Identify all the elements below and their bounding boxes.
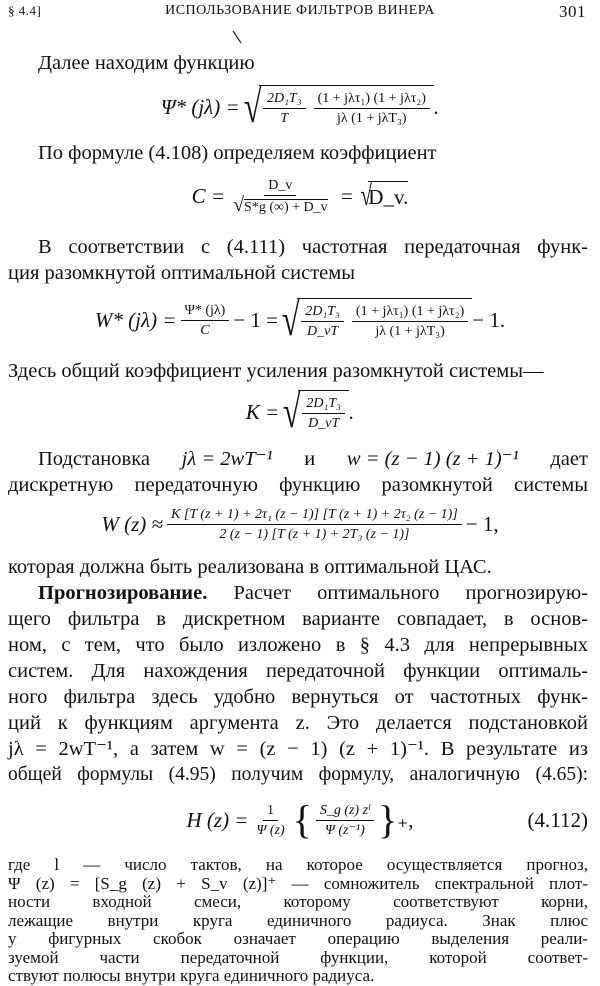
paragraph-line: общей формулы (4.95) получим формулу, аналогичную (4.65):: [8, 764, 588, 785]
paragraph-line: ствуют полюсы внутри круга единичного радиуса.: [8, 967, 375, 985]
formula-k: K = √ $\frac{\text{2D₁T₃}}{D\_vT}$ .: [245, 386, 355, 437]
fraction-denominator: Ψ (z): [256, 822, 285, 838]
formula-h-z: [0, 792, 600, 848]
fraction-numerator: D_v: [264, 177, 296, 196]
fraction-denominator: D_vT: [307, 324, 339, 339]
paragraph-line: ций к функциям аргумента z. Это делается подстановкой: [8, 712, 588, 734]
paragraph-line: [38, 580, 588, 606]
fraction-denominator: 2 (z − 1) [T (z + 1) + 2T₃ (z − 1)]: [219, 526, 410, 542]
paragraph-line: По формуле (4.108) определяем коэффициент: [38, 142, 437, 164]
text-span: Расчет оптимального прогнозирую-: [233, 582, 588, 604]
paragraph-line: щего фильтра в дискретном варианте совпадает, в основ-: [8, 608, 588, 630]
text-span: дает: [550, 448, 588, 470]
formula-w-star: W* (jλ) = $\frac{\Psi* (j\lambda)}{C}$ − 1 = √ $\frac{\text{2D₁T₃}}{D\_vT}$ $\frac{\text{(1 + jλτ₁) (1 + jλτ₂)}}{\text{jλ (1 + jλT₃)}}$ − 1.: [94, 294, 506, 345]
fraction-numerator: (1 + jλτ₁) (1 + jλτ₂): [352, 303, 468, 322]
fraction-numerator: 2D₁T₃: [302, 395, 345, 414]
paragraph-line: В соответствии с (4.111) частотная передаточная функ-: [38, 236, 588, 258]
equation-number: (4.112): [527, 807, 588, 832]
page-number: 301: [559, 2, 586, 21]
fraction-numerator: Ψ* (jλ): [181, 302, 230, 321]
formula-w-z: [0, 502, 600, 546]
fraction-denominator: C: [200, 322, 210, 338]
radical-sign: √: [243, 81, 262, 132]
paragraph-line: лежащие внутри круга единичного радиуса. Знак плюс: [8, 911, 588, 930]
fraction-numerator: 2D₁T₃: [301, 303, 344, 322]
paragraph-line: ном, с тем, что было изложено в § 4.3 для непрерывных: [8, 634, 588, 656]
paragraph-line: Далее находим функцию: [38, 52, 255, 74]
formula-end: .: [433, 94, 440, 119]
running-header: [0, 0, 600, 24]
fraction-denominator: jλ (1 + jλT₃): [336, 111, 407, 126]
paragraph-line: Ψ (z) = [S_g (z) + S_v (z)]⁺ — сомножитель спектральной плот-: [8, 874, 588, 893]
fraction-denominator: Ψ (z⁻¹): [325, 822, 365, 838]
formula-mid: =: [339, 183, 354, 208]
formula-end: − 1,: [465, 511, 499, 536]
radical-body: D_v.: [368, 181, 408, 211]
formula-end: ₊,: [397, 807, 414, 832]
section-ref: § 4.4]: [8, 3, 42, 18]
paragraph-line: где l — число тактов, на которое осуществляется прогноз,: [8, 856, 588, 874]
formula-end: .: [349, 399, 355, 424]
fraction-numerator: K [T (z + 1) + 2τ₁ (z − 1)] [T (z + 1) + 2τ₂ (z − 1)]: [167, 506, 462, 525]
fraction-denominator: jλ (1 + jλT₃): [375, 324, 445, 339]
inline-formula: w = (z − 1) (z + 1)⁻¹: [346, 448, 519, 470]
formula-end: − 1.: [472, 307, 506, 332]
paragraph-line: зуемой части передаточной функции, которой соответ-: [8, 948, 588, 967]
text-span: и: [304, 448, 316, 470]
left-brace: {: [292, 797, 312, 842]
fraction-denominator: √S*g (∞) + D_v: [233, 193, 328, 216]
paragraph-line: jλ = 2wT⁻¹, а затем w = (z − 1) (z + 1)⁻¹. В результате из: [8, 738, 588, 760]
paragraph-line: которая должна быть реализована в оптимальной ЦАС.: [8, 556, 492, 578]
formula-psi: [0, 81, 600, 132]
formula-c: C = $\frac{D\_v}{√S*g (\infty) + D\_v}$ = √ D_v.: [191, 177, 409, 216]
formula-lhs: Ψ* (jλ) =: [160, 94, 240, 119]
fraction-denominator: T: [280, 111, 289, 126]
paragraph-line: дискретную передаточную функцию разомкнутой системы: [8, 474, 588, 496]
paragraph-line: ция разомкнутой оптимальной системы: [8, 262, 355, 284]
paragraph-line: у фигурных скобок означает операцию выделения реали-: [8, 930, 588, 948]
inline-formula: jλ = 2wT⁻¹: [181, 448, 273, 470]
formula-lhs: W (z) ≈: [101, 511, 164, 536]
paragraph-line: систем. Для нахождения передаточной функции оптималь-: [8, 660, 588, 682]
section-heading: Прогнозирование.: [38, 582, 208, 604]
fraction-numerator: 1: [263, 802, 278, 821]
running-title: ИСПОЛЬЗОВАНИЕ ФИЛЬТРОВ ВИНЕРА: [165, 3, 435, 18]
formula-lhs: C =: [191, 183, 226, 208]
paragraph-line: Здесь общий коэффициент усиления разомкнутой системы—: [8, 360, 544, 382]
radical: [240, 81, 434, 132]
right-brace: }: [377, 797, 398, 842]
formula-lhs: K =: [245, 399, 280, 424]
formula-lhs: H (z) =: [186, 807, 249, 832]
formula-minus: − 1 =: [233, 307, 279, 332]
paragraph-line: ности входной смеси, которому соответствуют корни,: [8, 893, 588, 911]
paragraph-line: ного фильтра здесь удобно вернуться от частотных функ-: [8, 686, 588, 708]
text-span: Подстановка: [38, 448, 150, 470]
fraction-denominator: D_vT: [308, 416, 340, 431]
fraction-numerator: S_g (z) zˡ: [316, 802, 374, 821]
formula-lhs: W* (jλ) =: [94, 307, 177, 332]
stray-mark: [232, 30, 242, 44]
paragraph-line: [38, 446, 588, 472]
fraction-numerator: (1 + jλτ₁) (1 + jλτ₂): [314, 90, 430, 109]
fraction-numerator: 2D₁T₃: [263, 90, 306, 109]
